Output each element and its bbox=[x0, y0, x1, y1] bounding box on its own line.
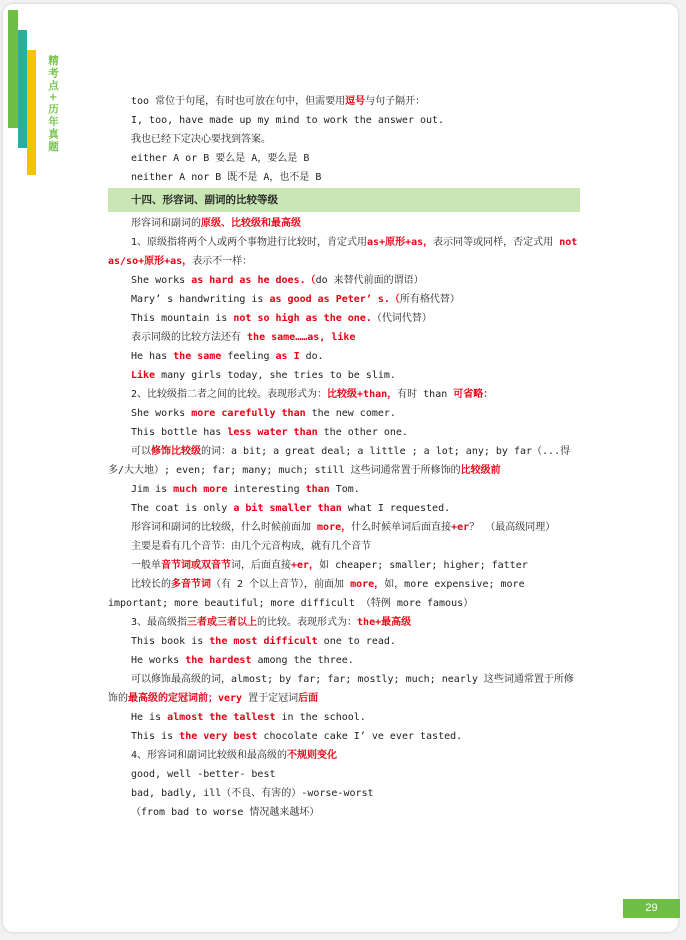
example-line: （from bad to worse 情况越来越坏） bbox=[131, 807, 320, 818]
example-line: Jim is much more interesting than Tom. bbox=[131, 484, 360, 495]
text-line: 一般单音节词或双音节词，后面直接+er，如 cheaper; smaller; higher; fatter bbox=[131, 560, 528, 571]
section-heading: 十四、形容词、副词的比较等级 bbox=[108, 188, 580, 212]
example-line: good, well -better- best bbox=[131, 769, 276, 780]
text-line: 我也已经下定决心要找到答案。 bbox=[131, 134, 271, 145]
example-line: She works as hard as he does.（do 来替代前面的谓语） bbox=[131, 275, 424, 286]
example-line: This bottle has less water than the other one. bbox=[131, 427, 408, 438]
example-line: This is the very best chocolate cake I’ ve ever tasted. bbox=[131, 731, 463, 742]
text-line: 3、最高级指三者或三者以上的比较。表现形式为：the+最高级 bbox=[131, 617, 412, 628]
example-line: Mary’ s handwriting is as good as Peter’ s.（所有格代替） bbox=[131, 294, 460, 305]
example-line: I, too, have made up my mind to work the answer out. bbox=[131, 115, 445, 126]
example-line: He works the hardest among the three. bbox=[131, 655, 354, 666]
decor-bar-yellow bbox=[27, 50, 36, 175]
text-line: too 常位于句尾，有时也可放在句中，但需要用逗号与句子隔开： bbox=[131, 96, 426, 107]
paragraph: 1、原级指将两个人或两个事物进行比较时，肯定式用as+原形+as，表示同等或同样，否定式用 not as/so+原形+as，表示不一样： bbox=[108, 237, 578, 267]
side-label: 精考点+历年真题 bbox=[47, 55, 59, 154]
paragraph: 可以修饰比较级的词：a bit; a great deal; a little ; a lot; any; by far（...得多/大大地）; even; far; many; much; still 这些词通常置于所修饰的比较级前 bbox=[108, 446, 571, 476]
example-line: The coat is only a bit smaller than what I requested. bbox=[131, 503, 451, 514]
text-line: 表示同级的比较方法还有 the same……as, like bbox=[131, 332, 356, 343]
example-line: She works more carefully than the new comer. bbox=[131, 408, 396, 419]
text-line: 4、形容词和副词比较级和最高级的不规则变化 bbox=[131, 750, 338, 761]
paragraph: 比较长的多音节词（有 2 个以上音节），前面加 more，如，more expensive; more important; more beautiful; more difficult （特例 more famous） bbox=[108, 579, 525, 609]
example-line: This mountain is not so high as the one.（代词代替） bbox=[131, 313, 432, 324]
example-line: bad, badly, ill（不良、有害的）-worse-worst bbox=[131, 788, 374, 799]
text-line: neither A nor B 既不是 A，也不是 B bbox=[131, 172, 322, 183]
main-content bbox=[108, 92, 580, 822]
paragraph: 形容词和副词的比较级，什么时候前面加 more，什么时候单词后面直接+er？ （最高级同理） bbox=[131, 522, 556, 533]
text-line: 2、比较级指二者之间的比较。表现形式为：比较级+than，有时 than 可省略： bbox=[131, 389, 494, 400]
page-number: 29 bbox=[623, 899, 680, 918]
decor-bar-green bbox=[8, 10, 18, 128]
example-line: Like many girls today, she tries to be slim. bbox=[131, 370, 396, 381]
text-line: 形容词和副词的原级、比较级和最高级 bbox=[131, 218, 301, 229]
text-line: either A or B 要么是 A，要么是 B bbox=[131, 153, 310, 164]
example-line: He has the same feeling as I do. bbox=[131, 351, 324, 362]
text-line: 主要是看有几个音节：由几个元音构成，就有几个音节 bbox=[131, 541, 371, 552]
example-line: He is almost the tallest in the school. bbox=[131, 712, 366, 723]
paragraph: 可以修饰最高级的词，almost; by far; far; mostly; much; nearly 这些词通常置于所修饰的最高级的定冠词前；very 置于定冠词后面 bbox=[108, 674, 574, 704]
example-line: This book is the most difficult one to read. bbox=[131, 636, 396, 647]
decor-bar-teal bbox=[18, 30, 27, 148]
